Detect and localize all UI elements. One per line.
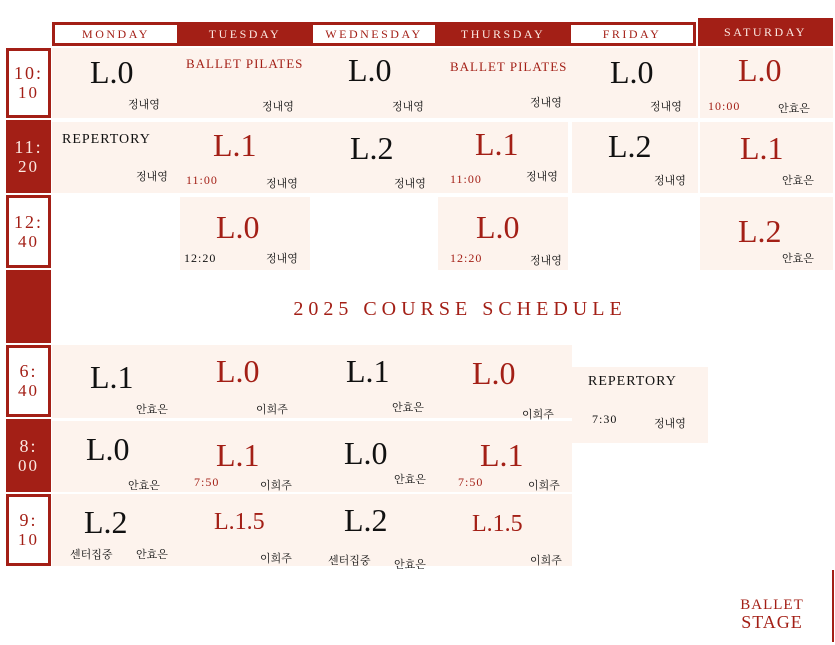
day-header-friday: FRIDAY <box>568 22 696 46</box>
teacher-name: 안효은 <box>136 548 168 561</box>
class-level: L.2 <box>350 130 394 166</box>
class-level: L.0 <box>738 52 782 88</box>
teacher-name: 정내영 <box>266 252 298 265</box>
class-cell-wed-640 <box>310 345 438 418</box>
class-cell-wed-910 <box>310 494 438 571</box>
teacher-name: 이희주 <box>260 479 292 492</box>
class-cell-tue-1240 <box>180 197 310 270</box>
teacher-name: 이희주 <box>522 408 554 421</box>
class-level: L.1 <box>346 353 390 389</box>
class-time: 12:20 <box>184 251 217 265</box>
class-time: 7:30 <box>592 412 618 426</box>
class-cell-wed-1120 <box>310 122 438 193</box>
class-cell-thu-800 <box>438 421 572 492</box>
class-cell-mon-640 <box>52 345 180 418</box>
class-level: L.1.5 <box>214 509 265 535</box>
class-cell-sat-1120 <box>700 122 833 193</box>
class-time: 10:00 <box>708 99 741 113</box>
teacher-name: 정내영 <box>136 170 168 183</box>
class-cell-tue-640 <box>180 345 310 418</box>
teacher-name: 안효은 <box>136 403 168 416</box>
class-cell-thu-1240 <box>438 197 568 270</box>
class-note: 센터집중 <box>328 554 371 567</box>
class-time: 12:20 <box>450 251 483 265</box>
class-level: L.1 <box>740 130 784 166</box>
class-cell-tue-1010 <box>180 48 310 118</box>
class-level: L.0 <box>86 431 130 467</box>
teacher-name: 정내영 <box>266 177 298 190</box>
class-label: BALLET PILATES <box>450 59 568 74</box>
class-label: REPERTORY <box>588 374 677 389</box>
day-header-tuesday: TUESDAY <box>180 22 310 46</box>
teacher-name: 안효은 <box>778 102 810 115</box>
time-slot-1120: 11: 20 <box>6 120 51 193</box>
teacher-name: 정내영 <box>394 177 426 190</box>
teacher-name: 안효은 <box>392 401 424 414</box>
class-note: 센터집중 <box>70 548 113 561</box>
class-cell-mon-800 <box>52 421 180 492</box>
teacher-name: 이희주 <box>260 552 292 565</box>
class-level: L.0 <box>216 353 260 389</box>
class-level: L.0 <box>610 54 654 90</box>
teacher-name: 이희주 <box>256 403 288 416</box>
teacher-name: 정내영 <box>654 417 686 430</box>
class-time: 11:00 <box>450 172 482 186</box>
class-cell-thu-910 <box>438 494 572 566</box>
class-cell-tue-910 <box>180 494 310 566</box>
day-header-saturday: SATURDAY <box>698 18 833 46</box>
teacher-name: 정내영 <box>262 100 294 113</box>
class-cell-tue-1120 <box>180 122 310 193</box>
teacher-name: 안효은 <box>782 174 814 187</box>
class-level: L.0 <box>90 54 134 90</box>
teacher-name: 정내영 <box>650 100 682 113</box>
class-label: REPERTORY <box>62 132 151 147</box>
day-header-thursday: THURSDAY <box>438 22 568 46</box>
class-level: L.1.5 <box>472 511 523 537</box>
time-slot-800: 8: 00 <box>6 419 51 492</box>
class-level: L.1 <box>480 437 524 473</box>
teacher-name: 이희주 <box>528 479 560 492</box>
class-time: 7:50 <box>458 475 484 489</box>
class-cell-tue-800 <box>180 421 310 492</box>
time-slot-640: 6: 40 <box>6 345 51 417</box>
teacher-name: 정내영 <box>128 98 160 111</box>
class-time: 7:50 <box>194 475 220 489</box>
brand-logo: BALLET STAGE <box>740 597 804 632</box>
day-header-monday: MONDAY <box>52 22 180 46</box>
teacher-name: 안효은 <box>394 473 426 486</box>
class-level: L.0 <box>476 209 520 245</box>
time-slot-910: 9: 10 <box>6 494 51 566</box>
teacher-name: 정내영 <box>654 174 686 187</box>
class-cell-fri-640 <box>572 367 708 443</box>
teacher-name: 정내영 <box>392 100 424 113</box>
teacher-name: 안효은 <box>782 252 814 265</box>
class-level: L.0 <box>344 435 388 471</box>
teacher-name: 정내영 <box>530 254 562 267</box>
class-level: L.2 <box>738 213 782 249</box>
class-cell-mon-910 <box>52 494 180 566</box>
teacher-name: 이희주 <box>530 554 562 567</box>
class-level: L.0 <box>348 52 392 88</box>
schedule-title: 2025 COURSE SCHEDULE <box>293 298 627 320</box>
class-cell-thu-1010 <box>438 48 568 118</box>
teacher-name: 정내영 <box>530 96 562 109</box>
logo-divider <box>832 570 834 642</box>
teacher-name: 안효은 <box>128 479 160 492</box>
class-cell-fri-1120 <box>572 122 698 193</box>
time-slot-1240: 12: 40 <box>6 195 51 268</box>
class-cell-mon-1120 <box>52 122 180 193</box>
class-label: BALLET PILATES <box>186 56 304 71</box>
class-cell-fri-1010 <box>568 48 698 118</box>
class-level: L.1 <box>216 437 260 473</box>
class-cell-sat-1240 <box>700 197 833 270</box>
class-cell-wed-800 <box>310 421 438 492</box>
divider-band <box>6 270 51 343</box>
class-cell-wed-1010 <box>310 48 438 118</box>
class-cell-thu-1120 <box>438 122 568 193</box>
class-level: L.0 <box>472 355 516 391</box>
class-level: L.2 <box>84 504 128 540</box>
class-level: L.2 <box>608 128 652 164</box>
class-level: L.1 <box>90 359 134 395</box>
class-level: L.1 <box>213 127 257 163</box>
class-level: L.0 <box>216 209 260 245</box>
class-level: L.2 <box>344 502 388 538</box>
class-cell-mon-1010 <box>52 48 180 118</box>
class-time: 11:00 <box>186 173 218 187</box>
time-slot-1010: 10: 10 <box>6 48 51 118</box>
class-cell-thu-640 <box>438 345 572 421</box>
class-cell-sat-1010 <box>700 48 833 118</box>
teacher-name: 안효은 <box>394 558 426 571</box>
day-header-wednesday: WEDNESDAY <box>310 22 438 46</box>
teacher-name: 정내영 <box>526 170 558 183</box>
class-level: L.1 <box>475 126 519 162</box>
